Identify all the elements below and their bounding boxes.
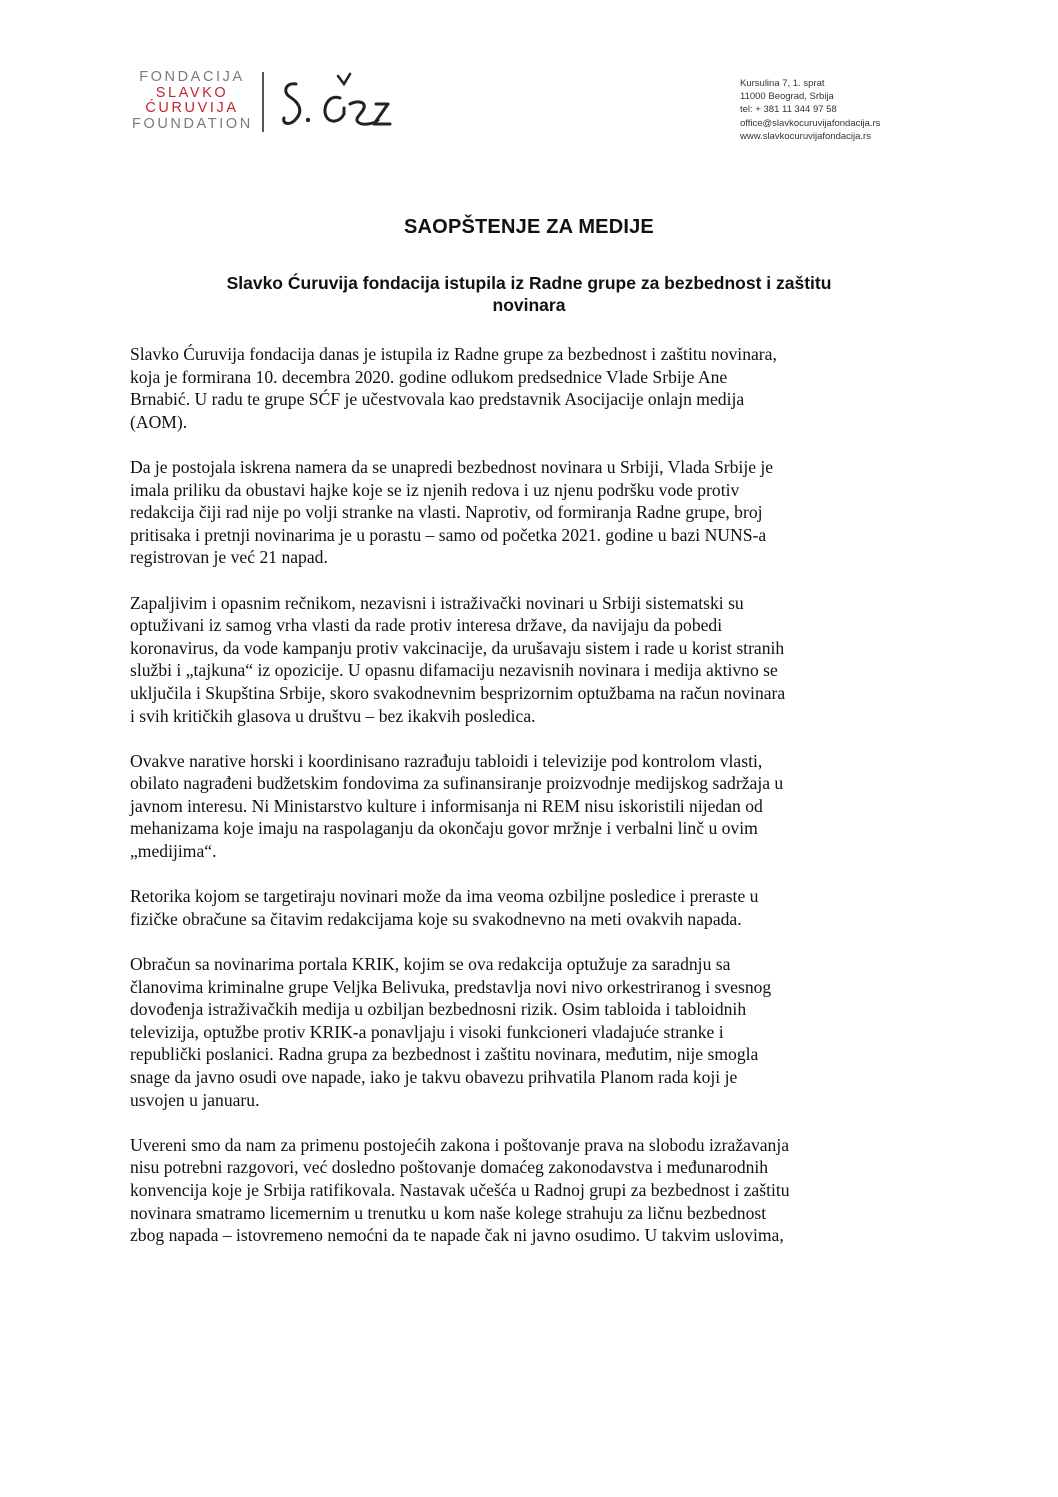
text-line: Slavko Ćuruvija fondacija danas je istupila iz Radne grupe za bezbednost i zaštitu novinara, [130,344,777,364]
text-line: snage da javno osudi ove napade, iako je takvu obavezu prihvatila Planom rada koji je [130,1067,738,1087]
text-line: optuživani iz samog vrha vlasti da rade protiv interesa države, da navijaju da pobedi [130,615,723,636]
text-line: fizičke obračune sa čitavim redakcijama koje su svakodnevno na meti ovakvih napada. [130,908,742,929]
text-line: mehanizama koje imaju na raspolaganju da okončaju govor mržnje i verbalni linč u ovim [130,818,758,839]
paragraph-3 [130,592,930,728]
text-line: Ovakve narative horski i koordinisano razrađuju tabloidi i televizije pod kontrolom vlasti, [130,750,763,771]
contact-email[interactable]: office@slavkocuruvijafondacija.rs [740,117,881,129]
signature-mark [278,64,418,140]
text-line: usvojen u januaru. [130,1089,260,1110]
text-line: Brnabić. U radu te grupe SĆF je učestvovala kao predstavnik Asocijacije onlajn medija [130,389,745,410]
paragraph-7 [130,1134,930,1247]
logo-divider [262,72,264,132]
logo-line-3: ĆURUVIJA [145,100,239,116]
text-line: imala priliku da obustavi hajke koje se iz njenih redova i uz njenu podršku vode protiv [130,479,740,500]
contact-address: Kursulina 7, 1. sprat [740,78,825,89]
logo-line-1: FONDACIJA [139,69,245,85]
text-line: Retorika kojom se targetiraju novinari može da ima veoma ozbiljne posledice i preraste u [130,886,759,907]
text-line: pritisaka i pretnji novinarima je u porastu – samo od početka 2021. godine u bazi NUNS-a [130,524,767,545]
document-subtitle [130,272,928,316]
paragraph-1 [130,343,930,433]
contact-info [740,77,880,143]
text-line: konvencija koje je Srbija ratifikovala. Nastavak učešća u Radnoj grupi za bezbednost i zaštitu [130,1179,790,1200]
text-line: Obračun sa novinarima portala KRIK, kojim se ova redakcija optužuje za saradnju sa [130,954,731,975]
paragraph-6 [130,953,930,1111]
text-line: uključila i Skupština Srbije, skoro svakodnevnim besprizornim optužbama na račun novinara [130,682,786,703]
text-line: obilato nagrađeni budžetskim fondovima za sufinansiranje proizvodnje medijskog sadržaja u [130,773,784,794]
paragraph-5 [130,885,930,930]
text-line: Da je postojala iskrena namera da se unapredi bezbednost novinara u Srbiji, Vlada Srbije je [130,456,774,477]
text-line: službi i „tajkuna“ iz opozicije. U opasnu difamaciju nezavisnih novinara i medija aktivno se [130,660,778,681]
text-line: redakcija čiji rad nije po volji stranke na vlasti. Naprotiv, od formiranja Radne grupe, broj [130,502,763,523]
logo-line-2: SLAVKO [155,84,229,101]
text-line: nisu potrebni razgovori, već dosledno poštovanje domaćeg zakonodavstva i međunarodnih [130,1157,769,1178]
text-line: republički poslanici. Radna grupa za bezbednost i zaštitu novinara, međutim, nije smogla [130,1044,759,1065]
text-line: javnom interesu. Ni Ministarstvo kulture i informisanja ni REM nisu iskoristili nijedan od [130,795,763,816]
logo-wordmark [132,70,252,132]
subtitle-line: Slavko Ćuruvija fondacija istupila iz Radne grupe za bezbednost i zaštitu [226,273,832,293]
subtitle-line: novinara [492,295,566,315]
text-line: „medijima“. [130,841,217,862]
text-line: Uvereni smo da nam za primenu postojećih zakona i poštovanje prava na slobodu izražavanja [130,1134,790,1155]
paragraph-4 [130,750,930,863]
body-text [130,343,930,1269]
text-line: (AOM). [130,411,188,432]
text-line: Zapaljivim i opasnim rečnikom, nezavisni i istraživački novinari u Srbiji sistematski su [130,592,744,613]
text-line: registrovan je već 21 napad. [130,547,328,568]
text-line: zbog napada – istovremeno nemoćni da te napade čak ni javno osudimo. U takvim uslovima, [130,1225,784,1246]
contact-website[interactable]: www.slavkocuruvijafondacija.rs [740,130,871,142]
paragraph-2 [130,456,930,569]
text-line: koronavirus, da vode kampanju protiv vakcinacije, da urušavaju sistem i rade u korist stranih [130,637,785,658]
text-line: koja je formirana 10. decembra 2020. godine odlukom predsednice Vlade Srbije Ane [130,366,728,387]
logo-line-4: FOUNDATION [132,115,253,132]
text-line: članovima kriminalne grupe Veljka Belivuka, predstavlja novi nivo orkestriranog i svesnog [130,976,772,997]
text-line: televizija, optužbe protiv KRIK-a ponavljaju i visoki funkcioneri vladajuće stranke i [130,1021,724,1042]
text-line: i svih kritičkih glasova u društvu – bez ikakvih posledica. [130,705,536,726]
text-line: dovođenja istraživačkih medija u ozbiljan bezbednosni rizik. Osim tabloida i tabloidnih [130,999,747,1020]
contact-city: 11000 Beograd, Srbija [740,91,834,103]
text-line: novinara smatramo licemernim u trenutku u kom naše kolege strahuju za ličnu bezbednost [130,1202,767,1223]
document-title: SAOPŠTENJE ZA MEDIJE [404,216,654,238]
contact-phone: tel: + 381 11 344 97 58 [740,104,837,116]
foundation-logo [132,70,432,140]
